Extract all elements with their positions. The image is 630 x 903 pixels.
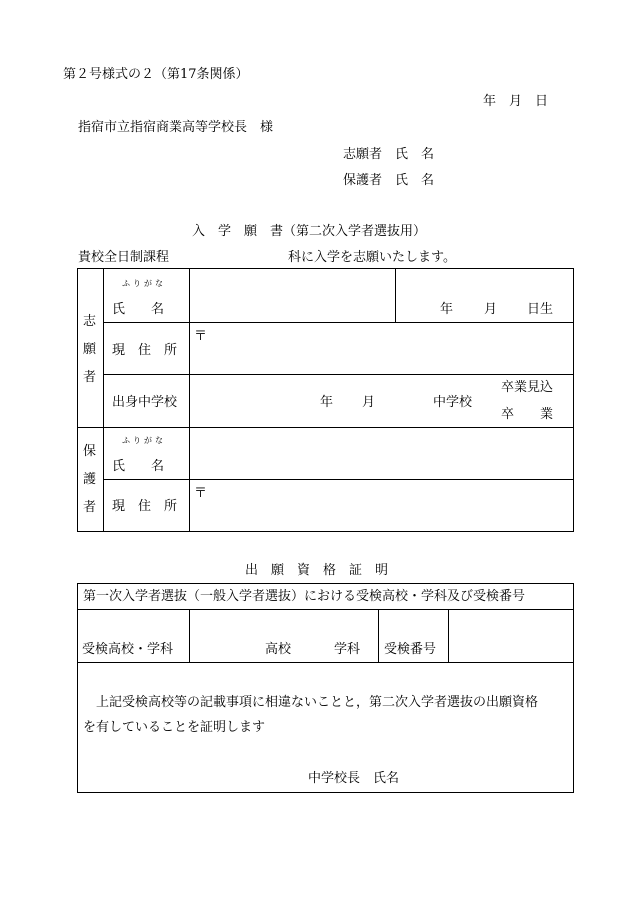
birthdate-field[interactable] (396, 269, 573, 322)
guardian-name-label: 氏 名 (112, 459, 165, 474)
guardian-side-char: 保 (83, 444, 97, 459)
applicant-side-char: 志 (83, 314, 97, 329)
table-border (77, 268, 78, 532)
graduation-year-label: 年 (320, 395, 334, 410)
guardian-furigana-label: ふりがな (122, 436, 166, 445)
cert-table-border (573, 583, 574, 793)
guardian-side-char: 護 (83, 472, 97, 487)
applicant-address-label: 現 住 所 (112, 343, 178, 358)
certificate-title: 出 願 資 格 証 明 (245, 563, 389, 578)
exam-school-suffix: 高校 (265, 642, 292, 657)
guardian-side-char: 者 (83, 500, 97, 515)
guardian-signature-label: 保護者 氏 名 (343, 173, 435, 188)
certificate-statement-line2: を有していることを証明します (83, 720, 266, 735)
table-border (573, 268, 574, 532)
addressee: 指宿市立指宿商業高等学校長 様 (78, 120, 274, 135)
applicant-postal-mark: 〒 (194, 329, 208, 344)
applicant-furigana-label: ふりがな (122, 279, 166, 288)
principal-signature-label: 中学校長 氏名 (308, 771, 400, 786)
guardian-postal-mark: 〒 (194, 486, 208, 501)
table-divider (103, 268, 104, 532)
birth-day-label: 日生 (527, 302, 554, 317)
graduated-label: 卒 業 (501, 407, 554, 422)
intro-department: 科に入学を志願いたします。 (288, 250, 456, 265)
birth-year-label: 年 (440, 302, 454, 317)
birth-month-label: 月 (484, 302, 498, 317)
exam-dept-suffix: 学科 (334, 642, 361, 657)
junior-high-label: 出身中学校 (112, 395, 178, 410)
form-number: 第２号様式の２（第17条関係） (63, 67, 249, 82)
date-line: 年 月 日 (483, 94, 549, 109)
exam-number-field[interactable] (449, 610, 573, 662)
exam-number-label: 受検番号 (384, 642, 437, 657)
guardian-address-field[interactable] (190, 480, 573, 531)
cert-table-border (77, 583, 78, 793)
exam-school-dept-field[interactable] (190, 610, 378, 662)
intro-course: 貴校全日制課程 (78, 250, 170, 265)
applicant-name-label: 氏 名 (112, 302, 165, 317)
applicant-name-field[interactable] (190, 269, 395, 322)
table-border (77, 531, 574, 532)
graduation-month-label: 月 (362, 395, 376, 410)
junior-high-suffix: 中学校 (433, 395, 473, 410)
cert-table-border (77, 583, 574, 584)
applicant-signature-label: 志願者 氏 名 (343, 147, 435, 162)
guardian-address-label: 現 住 所 (112, 499, 178, 514)
cert-table-divider (378, 609, 379, 662)
graduation-expected-label: 卒業見込 (501, 380, 554, 395)
certificate-statement-line1: 上記受検高校等の記載事項に相違ないことと，第二次入学者選抜の出願資格 (96, 695, 539, 710)
junior-high-field[interactable] (190, 375, 573, 427)
cert-table-divider (77, 662, 574, 663)
applicant-side-char: 者 (83, 370, 97, 385)
cert-table-border (77, 792, 574, 793)
applicant-side-char: 願 (83, 342, 97, 357)
guardian-name-field[interactable] (190, 428, 573, 479)
certificate-header: 第一次入学者選抜（一般入学者選抜）における受検高校・学科及び受検番号 (83, 589, 526, 604)
exam-school-dept-label: 受検高校・学科 (82, 642, 174, 657)
applicant-address-field[interactable] (190, 323, 573, 374)
application-title: 入 学 願 書（第二次入学者選抜用） (192, 224, 427, 239)
